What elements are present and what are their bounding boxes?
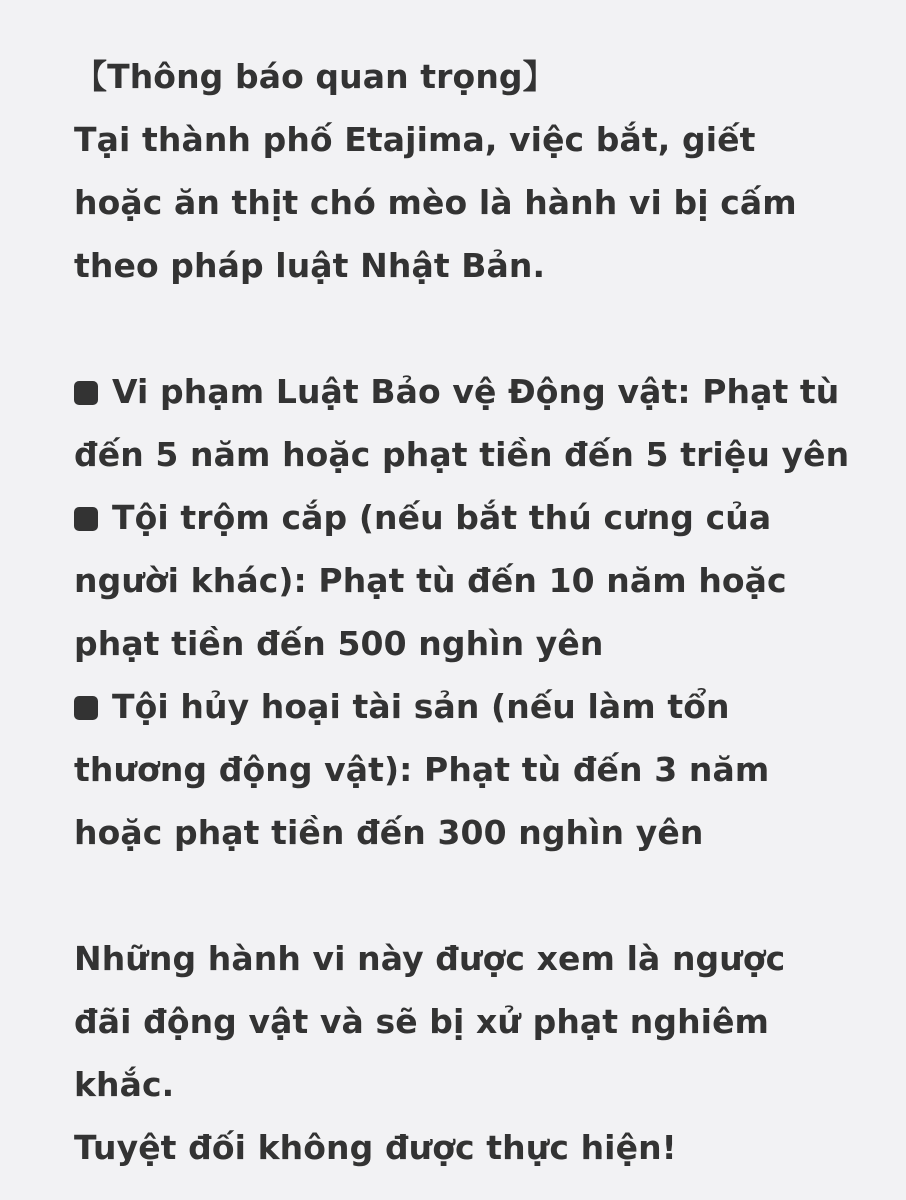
black-square-bullet-icon <box>74 507 98 531</box>
intro-line: theo pháp luật Nhật Bản. <box>74 246 546 285</box>
black-square-bullet-icon <box>74 696 98 720</box>
notice-body <box>74 45 894 1179</box>
paragraph-gap <box>74 297 894 360</box>
conclusion-line: đãi động vật và sẽ bị xử phạt nghiêm <box>74 1002 770 1041</box>
penalty-text: Tội hủy hoại tài sản (nếu làm tổn <box>112 687 730 726</box>
intro-line: Tại thành phố Etajima, việc bắt, giết <box>74 120 756 159</box>
conclusion-line: Những hành vi này được xem là ngược <box>74 939 786 978</box>
notice-title: 【Thông báo quan trọng】 <box>74 57 556 96</box>
paragraph-gap <box>74 864 894 927</box>
penalty-text: Vi phạm Luật Bảo vệ Động vật: Phạt tù <box>112 372 840 411</box>
penalty-text: người khác): Phạt tù đến 10 năm hoặc <box>74 561 787 600</box>
penalty-text: phạt tiền đến 500 nghìn yên <box>74 624 604 663</box>
penalty-item <box>74 360 894 486</box>
black-square-bullet-icon <box>74 381 98 405</box>
penalty-text: thương động vật): Phạt tù đến 3 năm <box>74 750 770 789</box>
conclusion-line: khắc. <box>74 1065 175 1104</box>
penalty-item <box>74 486 894 675</box>
penalty-text: hoặc phạt tiền đến 300 nghìn yên <box>74 813 704 852</box>
penalty-item <box>74 675 894 864</box>
final-warning: Tuyệt đối không được thực hiện! <box>74 1128 677 1167</box>
penalty-text: đến 5 năm hoặc phạt tiền đến 5 triệu yên <box>74 435 850 474</box>
penalty-text: Tội trộm cắp (nếu bắt thú cưng của <box>112 498 772 537</box>
intro-line: hoặc ăn thịt chó mèo là hành vi bị cấm <box>74 183 797 222</box>
